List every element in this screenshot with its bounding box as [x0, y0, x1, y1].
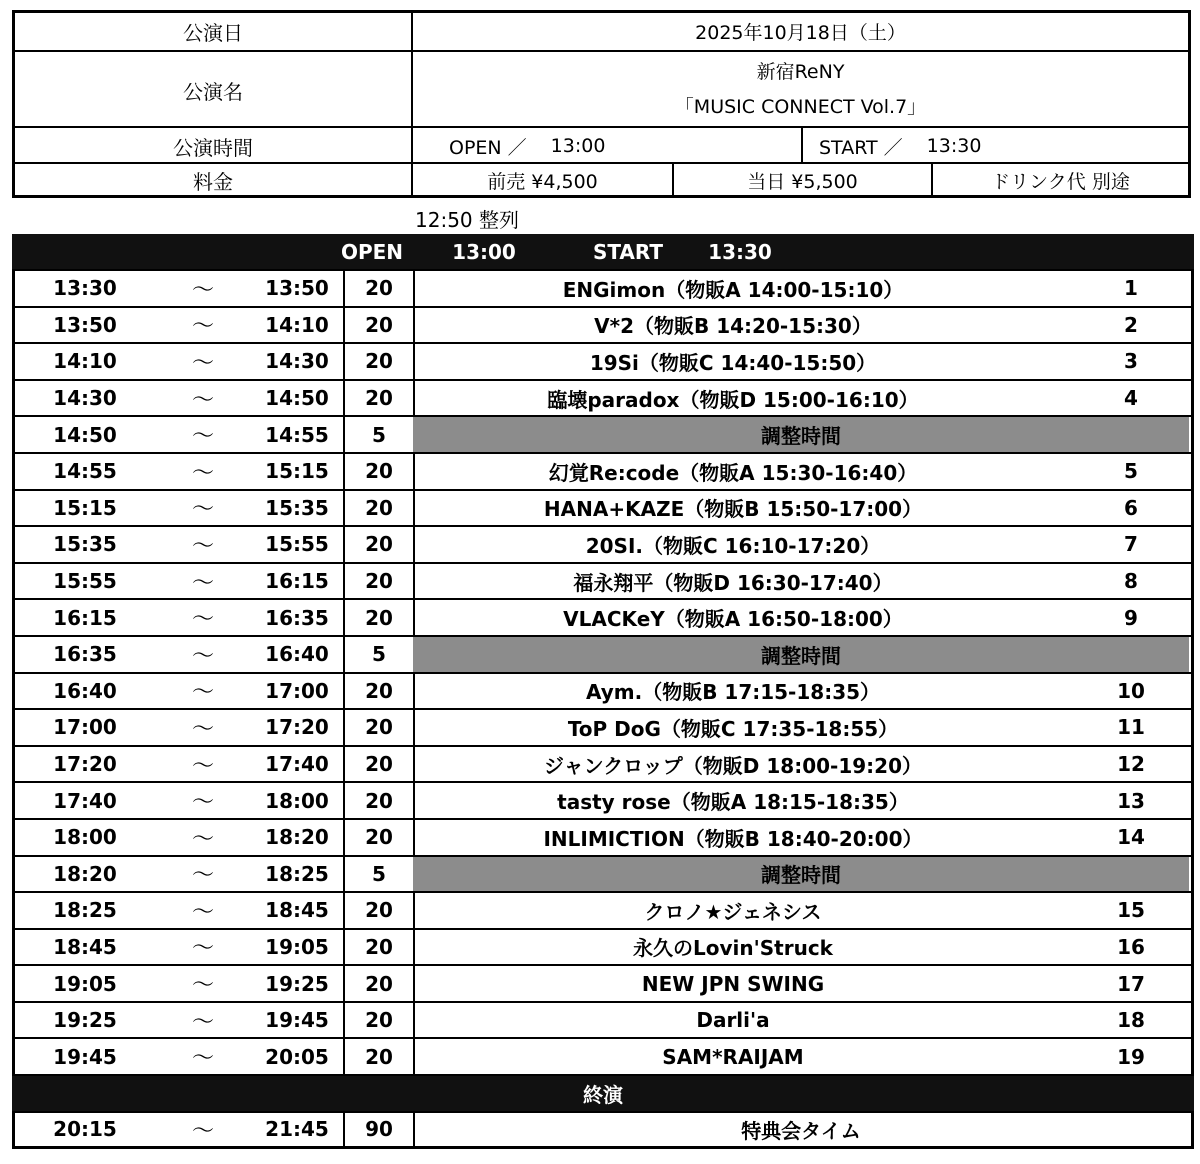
row-act: NEW JPN SWING: [641, 971, 825, 996]
time-label: 公演時間: [15, 128, 413, 164]
row-tilde: 〜: [191, 643, 214, 669]
final-start: 20:15: [53, 1117, 117, 1142]
row-tilde: 〜: [191, 1009, 214, 1035]
row-duration: 20: [343, 381, 415, 416]
row-duration: 20: [343, 344, 415, 379]
row-end-time: 16:35: [265, 605, 329, 630]
table-row: [12, 454, 1194, 491]
row-start-time: 18:45: [53, 934, 117, 959]
row-duration: 5: [343, 637, 415, 672]
name-value: [413, 52, 1188, 128]
table-row: [12, 637, 1194, 674]
row-start-time: 16:15: [53, 605, 117, 630]
final-tilde: 〜: [191, 1118, 214, 1144]
row-duration: 20: [343, 820, 415, 855]
row-tilde: 〜: [191, 936, 214, 962]
row-number: 17: [1117, 971, 1145, 996]
row-duration: 20: [343, 454, 415, 489]
row-duration: 20: [343, 783, 415, 818]
row-duration: 20: [343, 893, 415, 928]
final-row: [12, 1113, 1194, 1150]
row-act: 福永翔平（物販D 16:30-17:40）: [573, 570, 893, 595]
row-start-time: 18:25: [53, 898, 117, 923]
row-act: 幻覚Re:code（物販A 15:30-16:40）: [548, 460, 918, 485]
timetable: [12, 234, 1194, 1149]
row-duration: 5: [343, 857, 415, 892]
table-row: [12, 783, 1194, 820]
table-row: [12, 966, 1194, 1003]
advance-price: 前売 ¥4,500: [413, 164, 674, 197]
row-number: 10: [1117, 678, 1145, 703]
row-number: 8: [1124, 569, 1138, 594]
row-tilde: 〜: [191, 314, 214, 340]
row-act: Aym.（物販B 17:15-18:35）: [585, 680, 881, 705]
row-tilde: 〜: [191, 497, 214, 523]
row-act: ToP DoG（物販C 17:35-18:55）: [567, 716, 899, 741]
table-row: [12, 344, 1194, 381]
row-tilde: 〜: [191, 826, 214, 852]
row-tilde: 〜: [191, 607, 214, 633]
row-tilde: 〜: [191, 570, 214, 596]
row-start-time: 17:00: [53, 715, 117, 740]
row-tilde: 〜: [191, 1046, 214, 1072]
row-tilde: 〜: [191, 790, 214, 816]
open-time-cell: [413, 128, 803, 164]
name-line-title: 「MUSIC CONNECT Vol.7」: [674, 96, 927, 118]
row-end-time: 13:50: [265, 276, 329, 301]
row-end-time: 14:10: [265, 312, 329, 337]
row-duration: 20: [343, 747, 415, 782]
name-line-venue: 新宿ReNY: [756, 61, 845, 83]
row-start-time: 16:40: [53, 678, 117, 703]
event-info-table: [12, 10, 1191, 198]
price-label: 料金: [15, 164, 413, 197]
row-end-time: 15:35: [265, 495, 329, 520]
date-label: 公演日: [15, 13, 413, 50]
row-act: SAM*RAIJAM: [662, 1044, 804, 1069]
row-end-time: 15:15: [265, 459, 329, 484]
drink-note: ドリンク代 別途: [991, 171, 1130, 193]
table-row: [12, 930, 1194, 967]
row-number: 7: [1124, 532, 1138, 557]
row-act: Darli'a: [696, 1008, 770, 1033]
table-row: [12, 271, 1194, 308]
row-duration: 20: [343, 1039, 415, 1074]
row-end-time: 15:55: [265, 532, 329, 557]
table-row: [12, 857, 1194, 894]
info-row-price: [15, 162, 1188, 197]
row-tilde: 〜: [191, 277, 214, 303]
timetable-header: [12, 234, 1194, 271]
row-number: 3: [1124, 349, 1138, 374]
table-row: [12, 747, 1194, 784]
row-act: 20SI.（物販C 16:10-17:20）: [585, 533, 881, 558]
table-row: [12, 491, 1194, 528]
row-act: VLACKeY（物販A 16:50-18:00）: [563, 607, 903, 632]
row-end-time: 14:55: [265, 422, 329, 447]
date-value: 2025年10月18日（土）: [695, 22, 906, 44]
row-start-time: 14:55: [53, 459, 117, 484]
row-end-time: 18:25: [265, 861, 329, 886]
final-duration: 90: [343, 1113, 415, 1147]
row-start-time: 19:25: [53, 1008, 117, 1033]
row-number: 16: [1117, 934, 1145, 959]
row-act: tasty rose（物販A 18:15-18:35）: [557, 790, 909, 815]
table-row: [12, 1039, 1194, 1076]
row-start-time: 14:10: [53, 349, 117, 374]
row-end-time: 18:45: [265, 898, 329, 923]
row-act: 19Si（物販C 14:40-15:50）: [589, 350, 877, 375]
row-start-time: 15:35: [53, 532, 117, 557]
row-number: 2: [1124, 312, 1138, 337]
row-number: 14: [1117, 825, 1145, 850]
row-duration: 20: [343, 930, 415, 965]
row-adjustment: 調整時間: [413, 637, 1189, 672]
row-duration: 5: [343, 417, 415, 452]
row-start-time: 17:20: [53, 752, 117, 777]
row-number: 12: [1117, 752, 1145, 777]
header-start-time: 13:30: [708, 239, 772, 264]
row-act: INLIMICTION（物販B 18:40-20:00）: [543, 826, 923, 851]
start-time: 13:30: [926, 135, 982, 157]
row-start-time: 14:30: [53, 386, 117, 411]
info-row-date: [15, 13, 1188, 50]
row-duration: 20: [343, 1003, 415, 1038]
table-row: [12, 381, 1194, 418]
table-row: [12, 674, 1194, 711]
table-row: [12, 527, 1194, 564]
table-row: [12, 710, 1194, 747]
row-act: ジャンクロップ（物販D 18:00-19:20）: [544, 753, 922, 778]
row-number: 5: [1124, 459, 1138, 484]
row-duration: 20: [343, 564, 415, 599]
row-act: V*2（物販B 14:20-15:30）: [594, 314, 872, 339]
row-start-time: 13:50: [53, 312, 117, 337]
row-start-time: 19:45: [53, 1044, 117, 1069]
table-row: [12, 308, 1194, 345]
row-end-time: 19:25: [265, 971, 329, 996]
door-price: 当日 ¥5,500: [674, 164, 933, 197]
open-time: 13:00: [550, 135, 606, 157]
row-start-time: 14:50: [53, 422, 117, 447]
table-row: [12, 417, 1194, 454]
row-tilde: 〜: [191, 863, 214, 889]
row-end-time: 17:40: [265, 752, 329, 777]
table-row: [12, 1003, 1194, 1040]
row-end-time: 16:15: [265, 569, 329, 594]
row-end-time: 18:20: [265, 825, 329, 850]
row-tilde: 〜: [191, 350, 214, 376]
start-time-cell: [805, 128, 1188, 164]
row-act: ENGimon（物販A 14:00-15:10）: [562, 277, 904, 302]
name-label: 公演名: [15, 52, 413, 128]
row-start-time: 15:55: [53, 569, 117, 594]
row-duration: 20: [343, 527, 415, 562]
header-open-label: OPEN: [340, 239, 404, 264]
row-end-time: 14:30: [265, 349, 329, 374]
row-number: 4: [1124, 386, 1138, 411]
row-start-time: 15:15: [53, 495, 117, 520]
row-tilde: 〜: [191, 899, 214, 925]
row-number: 6: [1124, 495, 1138, 520]
row-tilde: 〜: [191, 533, 214, 559]
row-start-time: 17:40: [53, 788, 117, 813]
table-row: [12, 600, 1194, 637]
header-start-label: START: [592, 239, 664, 264]
row-act: 永久のLovin'Struck: [633, 936, 833, 961]
row-end-time: 17:00: [265, 678, 329, 703]
row-act: HANA+KAZE（物販B 15:50-17:00）: [543, 497, 923, 522]
row-end-time: 16:40: [265, 642, 329, 667]
row-duration: 20: [343, 308, 415, 343]
row-duration: 20: [343, 674, 415, 709]
row-end-time: 20:05: [265, 1044, 329, 1069]
row-act: クロノ★ジェネシス: [644, 899, 822, 924]
row-start-time: 16:35: [53, 642, 117, 667]
table-row: [12, 893, 1194, 930]
row-end-time: 19:05: [265, 934, 329, 959]
row-act: 臨壊paradox（物販D 15:00-16:10）: [547, 387, 919, 412]
end-of-show-row: [12, 1076, 1194, 1113]
row-number: 13: [1117, 788, 1145, 813]
row-number: 1: [1124, 276, 1138, 301]
row-duration: 20: [343, 600, 415, 635]
row-tilde: 〜: [191, 973, 214, 999]
row-start-time: 13:30: [53, 276, 117, 301]
row-end-time: 19:45: [265, 1008, 329, 1033]
row-tilde: 〜: [191, 460, 214, 486]
row-duration: 20: [343, 491, 415, 526]
row-end-time: 17:20: [265, 715, 329, 740]
row-number: 18: [1117, 1008, 1145, 1033]
row-number: 15: [1117, 898, 1145, 923]
open-label: OPEN ／: [449, 136, 527, 159]
header-open-time: 13:00: [452, 239, 516, 264]
row-tilde: 〜: [191, 716, 214, 742]
end-label: 終演: [583, 1082, 623, 1107]
row-start-time: 18:20: [53, 861, 117, 886]
row-duration: 20: [343, 271, 415, 306]
row-start-time: 19:05: [53, 971, 117, 996]
row-duration: 20: [343, 710, 415, 745]
info-row-name: [15, 50, 1188, 128]
row-end-time: 14:50: [265, 386, 329, 411]
line-up-note: 12:50 整列: [415, 208, 519, 232]
final-end: 21:45: [265, 1117, 329, 1142]
row-tilde: 〜: [191, 387, 214, 413]
row-tilde: 〜: [191, 753, 214, 779]
row-tilde: 〜: [191, 424, 214, 450]
final-act: 特典会タイム: [741, 1118, 861, 1143]
row-duration: 20: [343, 966, 415, 1001]
row-tilde: 〜: [191, 680, 214, 706]
row-adjustment: 調整時間: [413, 857, 1189, 892]
row-number: 19: [1117, 1044, 1145, 1069]
table-row: [12, 564, 1194, 601]
info-row-time: [15, 126, 1188, 164]
row-adjustment: 調整時間: [413, 417, 1189, 452]
start-label: START ／: [819, 136, 903, 159]
timetable-rows: [12, 271, 1194, 1076]
row-number: 9: [1124, 605, 1138, 630]
row-number: 11: [1117, 715, 1145, 740]
row-start-time: 18:00: [53, 825, 117, 850]
table-row: [12, 820, 1194, 857]
row-end-time: 18:00: [265, 788, 329, 813]
